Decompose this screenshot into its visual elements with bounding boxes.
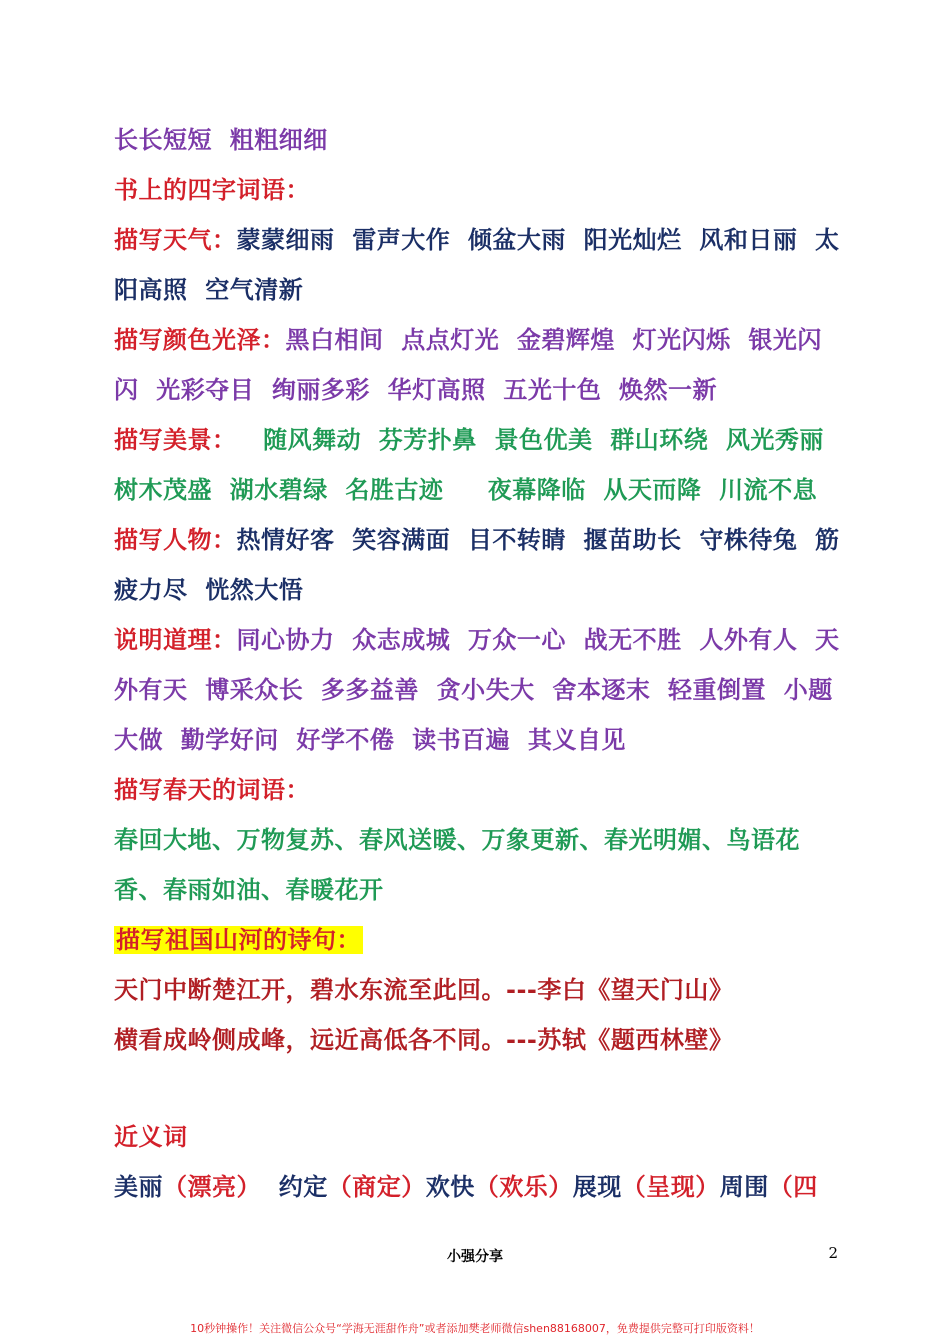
text-line xyxy=(114,1122,188,1152)
text-segment: 阳高照 空气清新 xyxy=(114,276,304,304)
text-segment: 展现 xyxy=(572,1173,622,1201)
text-line xyxy=(114,675,833,705)
text-segment: 描写天气： xyxy=(114,226,237,254)
text-line xyxy=(114,425,824,455)
text-segment: 黑白相间 点点灯光 金碧辉煌 灯光闪烁 银光闪 xyxy=(285,326,822,354)
text-segment: 春回大地、万物复苏、春风送暖、万象更新、春光明媚、鸟语花 xyxy=(114,826,800,854)
text-segment: 热情好客 笑容满面 目不转睛 揠苗助长 守株待兔 筋 xyxy=(236,526,840,554)
text-line xyxy=(114,275,303,305)
text-line xyxy=(114,225,840,255)
promo-notice: 10秒钟操作！关注微信公众号“学海无涯甜作舟”或者添加樊老师微信shen88168007，免费提供完整可打印版资料！ xyxy=(190,1322,760,1335)
text-segment: 横看成岭侧成峰，远近高低各不同。---苏轼《题西林壁》 xyxy=(114,1026,734,1054)
text-segment: 描写春天的词语： xyxy=(114,776,310,804)
text-segment: 美丽 xyxy=(114,1173,163,1201)
text-segment: （欢乐） xyxy=(474,1173,573,1201)
text-segment: 周围 xyxy=(719,1173,769,1201)
text-segment: 闪 光彩夺目 绚丽多彩 华灯高照 五光十色 焕然一新 xyxy=(114,376,718,404)
text-line xyxy=(114,775,310,805)
text-line xyxy=(114,875,384,905)
text-segment: 书上的四字词语： xyxy=(114,176,310,204)
text-segment: 蒙蒙细雨 雷声大作 倾盆大雨 阳光灿烂 风和日丽 太 xyxy=(236,226,840,254)
text-segment: 描写美景： xyxy=(114,426,264,454)
text-segment: 描写颜色光泽： xyxy=(114,326,286,354)
text-line xyxy=(114,1025,733,1055)
text-line xyxy=(114,825,800,855)
highlighted-heading: 描写祖国山河的诗句： xyxy=(116,926,361,954)
text-segment: 近义词 xyxy=(114,1123,188,1151)
text-line xyxy=(114,575,303,605)
text-line xyxy=(114,525,840,555)
text-line xyxy=(114,725,626,755)
text-line xyxy=(114,925,363,955)
text-segment: 约定 xyxy=(261,1173,328,1201)
text-line xyxy=(114,1172,818,1202)
text-segment: 欢快 xyxy=(425,1173,475,1201)
text-segment: 天门中断楚江开，碧水东流至此回。---李白《望天门山》 xyxy=(114,976,734,1004)
text-segment: 树木茂盛 湖水碧绿 名胜古迹 夜幕降临 从天而降 川流不息 xyxy=(114,476,818,504)
text-segment: 随风舞动 芬芳扑鼻 景色优美 群山环绕 风光秀丽 xyxy=(263,426,824,454)
text-segment: 说明道理： xyxy=(114,626,237,654)
text-line xyxy=(114,325,822,355)
text-segment: 描写人物： xyxy=(114,526,237,554)
page-number: 2 xyxy=(828,1244,838,1262)
text-line xyxy=(114,625,840,655)
text-line xyxy=(114,175,310,205)
text-segment: （漂亮） xyxy=(163,1173,261,1201)
text-line xyxy=(114,375,717,405)
text-segment: （四 xyxy=(768,1173,818,1201)
text-segment: 香、春雨如油、春暖花开 xyxy=(114,876,384,904)
text-segment: 大做 勤学好问 好学不倦 读书百遍 其义自见 xyxy=(114,726,626,754)
text-segment: （呈现） xyxy=(621,1173,720,1201)
text-segment: 外有天 博采众长 多多益善 贪小失大 舍本逐末 轻重倒置 小题 xyxy=(114,676,833,704)
text-segment: 同心协力 众志成城 万众一心 战无不胜 人外有人 天 xyxy=(236,626,840,654)
footer-label: 小强分享 xyxy=(447,1249,503,1265)
text-line xyxy=(114,125,328,155)
text-segment: 疲力尽 恍然大悟 xyxy=(114,576,304,604)
text-segment: （商定） xyxy=(327,1173,426,1201)
text-segment: 长长短短 粗粗细细 xyxy=(114,126,328,154)
text-line xyxy=(114,475,817,505)
text-line xyxy=(114,975,733,1005)
